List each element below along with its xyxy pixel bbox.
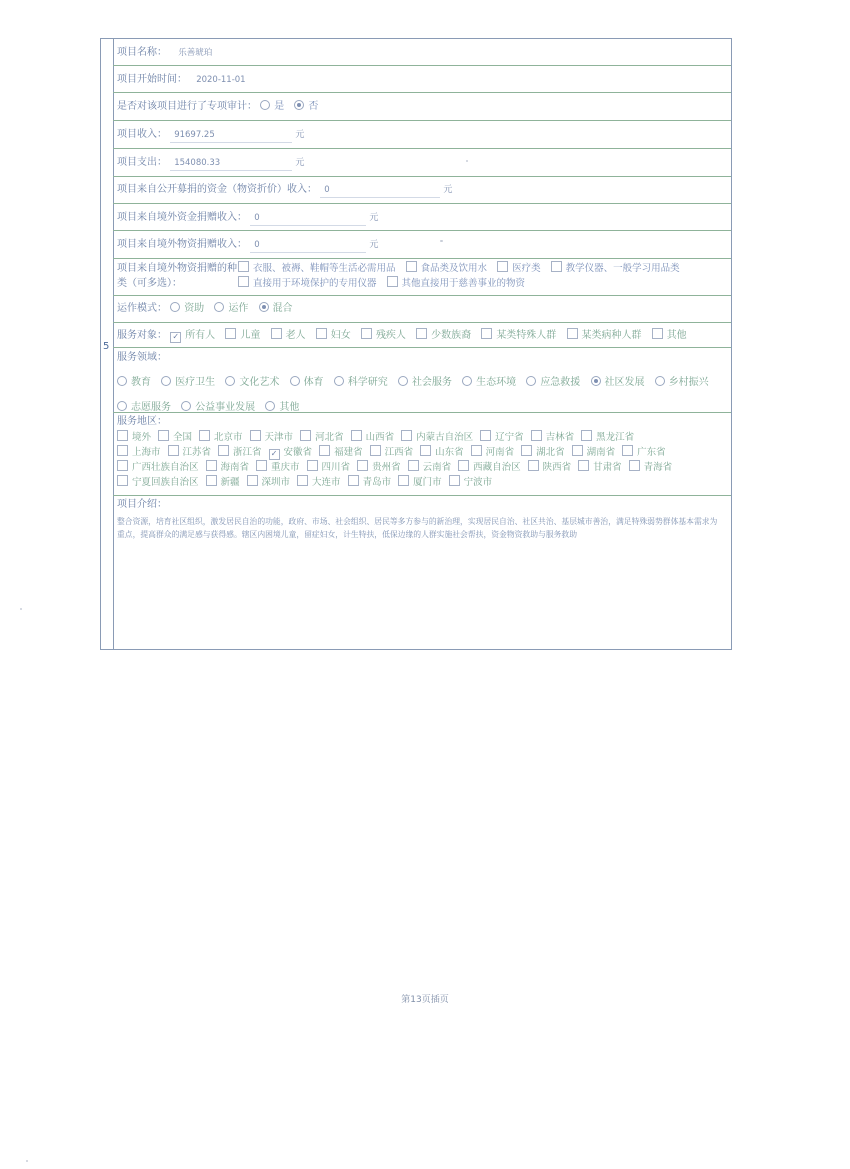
checkbox-icon	[206, 460, 217, 471]
checkbox-icon	[622, 445, 633, 456]
checkbox-icon	[481, 328, 492, 339]
service-target-option[interactable]: ✓ 所有人	[170, 329, 215, 343]
scan-speck	[466, 160, 468, 162]
radio-icon	[462, 376, 472, 386]
checkbox-icon	[449, 475, 460, 486]
region-option[interactable]: 湖南省	[572, 445, 616, 460]
goods-type-option[interactable]: 教学仪器、一般学习用品类	[551, 261, 680, 276]
checkbox-icon	[578, 460, 589, 471]
checkbox-icon	[551, 261, 562, 272]
service-field-option[interactable]: 体育	[290, 370, 324, 395]
goods-type-row	[113, 259, 731, 296]
checkbox-icon	[521, 445, 532, 456]
region-option[interactable]: 深圳市	[247, 475, 291, 490]
region-option[interactable]: 江西省	[370, 445, 414, 460]
radio-icon	[265, 401, 275, 411]
service-field-option[interactable]: 科学研究	[334, 370, 388, 395]
checkbox-icon	[271, 328, 282, 339]
service-region-label: 服务地区：	[117, 416, 167, 427]
project-form	[100, 38, 732, 650]
service-target-option[interactable]: 残疾人	[361, 328, 406, 343]
operation-option-mixed[interactable]: 混合	[259, 302, 293, 316]
service-field-option[interactable]: 生态环境	[462, 370, 516, 395]
region-option[interactable]: 大连市	[297, 475, 341, 490]
public-fund-input[interactable]: 0	[320, 183, 440, 198]
foreign-goods-unit: 元	[369, 240, 379, 250]
region-option[interactable]: 陕西省	[528, 460, 572, 475]
radio-icon	[214, 302, 224, 312]
service-target-option[interactable]: 其他	[652, 328, 687, 343]
service-field-option[interactable]: 其他	[265, 395, 299, 420]
row-number: 5	[103, 341, 110, 352]
checkbox-icon	[319, 445, 330, 456]
income-input[interactable]: 91697.25	[170, 128, 292, 143]
radio-icon	[655, 376, 665, 386]
service-field-option[interactable]: 社会服务	[398, 370, 452, 395]
region-option[interactable]: 全国	[158, 430, 192, 445]
region-options	[117, 430, 737, 490]
checkbox-checked-icon: ✓	[170, 332, 181, 343]
checkbox-icon	[458, 460, 469, 471]
intro-label: 项目介绍：	[117, 499, 167, 510]
audit-option-no[interactable]: 否	[294, 100, 318, 114]
goods-type-option[interactable]: 食品类及饮用水	[406, 261, 488, 276]
service-target-option[interactable]: 老人	[271, 328, 306, 343]
region-option[interactable]: 广西壮族自治区	[117, 460, 199, 475]
region-option[interactable]: 广东省	[622, 445, 666, 460]
public-fund-label: 项目来自公开募捐的资金（物资折价）收入：	[117, 184, 317, 195]
radio-icon	[170, 302, 180, 312]
checkbox-icon	[361, 328, 372, 339]
region-option[interactable]: 内蒙古自治区	[401, 430, 473, 445]
radio-icon	[526, 376, 536, 386]
operation-label: 运作模式：	[117, 303, 167, 314]
checkbox-icon	[199, 430, 210, 441]
region-option[interactable]: 江苏省	[168, 445, 212, 460]
radio-icon	[225, 376, 235, 386]
region-option[interactable]: 黑龙江省	[581, 430, 634, 445]
goods-type-option[interactable]: 直接用于环境保护的专用仪器	[238, 276, 377, 291]
checkbox-icon	[300, 430, 311, 441]
radio-icon	[290, 376, 300, 386]
service-target-option[interactable]: 少数族裔	[416, 328, 471, 343]
goods-type-option[interactable]: 其他直接用于慈善事业的物资	[387, 276, 526, 291]
region-option[interactable]: 福建省	[319, 445, 363, 460]
service-target-option[interactable]: 某类特殊人群	[481, 328, 556, 343]
service-field-row	[113, 348, 731, 413]
checkbox-icon	[416, 328, 427, 339]
region-option[interactable]: 天津市	[250, 430, 294, 445]
checkbox-icon	[117, 430, 128, 441]
region-option[interactable]: 河南省	[471, 445, 515, 460]
scan-speck	[20, 608, 22, 610]
service-target-label: 服务对象：	[117, 330, 167, 341]
checkbox-icon	[398, 475, 409, 486]
region-option[interactable]: 海南省	[206, 460, 250, 475]
region-option[interactable]: 境外	[117, 430, 151, 445]
checkbox-icon	[297, 475, 308, 486]
service-target-option[interactable]: 妇女	[316, 328, 351, 343]
expense-row	[113, 149, 731, 177]
checkbox-icon	[351, 430, 362, 441]
checkbox-icon	[238, 276, 249, 287]
checkbox-icon	[247, 475, 258, 486]
checkbox-icon	[531, 430, 542, 441]
radio-selected-icon	[591, 376, 601, 386]
region-option[interactable]: 甘肃省	[578, 460, 622, 475]
start-time-value[interactable]: 2020-11-01	[196, 75, 246, 85]
checkbox-icon	[316, 328, 327, 339]
checkbox-icon	[581, 430, 592, 441]
region-option[interactable]: 宁波市	[449, 475, 493, 490]
checkbox-icon	[307, 460, 318, 471]
service-field-option[interactable]: 教育	[117, 370, 151, 395]
region-option[interactable]: 贵州省	[357, 460, 401, 475]
service-field-label: 服务领域：	[117, 352, 167, 363]
start-time-label: 项目开始时间：	[117, 74, 187, 85]
foreign-goods-input[interactable]: 0	[250, 238, 366, 253]
radio-selected-icon	[259, 302, 269, 312]
checkbox-icon	[370, 445, 381, 456]
checkbox-icon	[420, 445, 431, 456]
expense-input[interactable]: 154080.33	[170, 156, 292, 171]
service-field-option[interactable]: 医疗卫生	[161, 370, 215, 395]
goods-type-option[interactable]: 衣服、被褥、鞋帽等生活必需用品	[238, 261, 396, 276]
checkbox-icon	[572, 445, 583, 456]
checkbox-icon	[256, 460, 267, 471]
foreign-fund-label: 项目来自境外资金捐赠收入：	[117, 212, 247, 223]
region-option[interactable]: 山东省	[420, 445, 464, 460]
foreign-goods-label: 项目来自境外物资捐赠收入：	[117, 239, 247, 250]
checkbox-icon	[168, 445, 179, 456]
checkbox-icon	[401, 430, 412, 441]
scan-speck	[26, 1160, 28, 1162]
region-option[interactable]: 宁夏回族自治区	[117, 475, 199, 490]
project-name-row	[113, 39, 731, 66]
intro-text: 整合资源，培育社区组织，激发居民自治的功能，政府、市场、社会组织、居民等多方参与的新治理，实现居民自治、社区共治、基层城市善治，满足特殊弱势群体基本需求为重点，提高群众的满足感与获得感。辖区内困境儿童，留症妇女，计生特扶，低保边缘的人群实施社会帮扶，资金物资救助与服务救助	[117, 517, 718, 539]
region-option[interactable]: 辽宁省	[480, 430, 524, 445]
region-option[interactable]: 浙江省	[218, 445, 262, 460]
checkbox-icon	[471, 445, 482, 456]
service-target-row	[113, 323, 731, 348]
checkbox-icon	[117, 445, 128, 456]
foreign-fund-row	[113, 204, 731, 231]
radio-icon	[260, 100, 270, 110]
checkbox-icon	[480, 430, 491, 441]
foreign-fund-input[interactable]: 0	[250, 211, 366, 226]
service-target-option[interactable]: 儿童	[225, 328, 260, 343]
checkbox-icon	[497, 261, 508, 272]
operation-option-fund[interactable]: 资助	[170, 302, 204, 316]
region-option[interactable]: 云南省	[408, 460, 452, 475]
goods-type-label: 项目来自境外物资捐赠的种 类（可多选）：	[117, 263, 237, 289]
page-footer: 第13页插页	[401, 995, 449, 1005]
region-option[interactable]: 上海市	[117, 445, 161, 460]
radio-selected-icon	[294, 100, 304, 110]
goods-type-options	[238, 261, 738, 291]
checkbox-icon	[117, 460, 128, 471]
service-field-option[interactable]: 乡村振兴	[655, 370, 709, 395]
checkbox-icon	[117, 475, 128, 486]
scan-speck	[440, 240, 443, 242]
checkbox-icon	[225, 328, 236, 339]
expense-unit: 元	[295, 158, 305, 168]
region-option[interactable]: 重庆市	[256, 460, 300, 475]
region-option[interactable]: 青岛市	[348, 475, 392, 490]
checkbox-icon	[158, 430, 169, 441]
audit-option-yes[interactable]: 是	[260, 100, 284, 114]
region-option[interactable]: 吉林省	[531, 430, 575, 445]
project-name-value[interactable]: 乐善琥珀	[178, 48, 213, 58]
service-field-option[interactable]: 志愿服务	[117, 395, 171, 420]
region-option[interactable]: 厦门市	[398, 475, 442, 490]
checkbox-icon	[528, 460, 539, 471]
audit-row	[113, 93, 731, 121]
region-option[interactable]: 青海省	[629, 460, 673, 475]
region-option[interactable]: ✓ 安徽省	[269, 445, 313, 460]
checkbox-icon	[567, 328, 578, 339]
service-region-row	[113, 413, 731, 496]
checkbox-checked-icon: ✓	[269, 449, 280, 460]
radio-icon	[161, 376, 171, 386]
audit-label: 是否对该项目进行了专项审计：	[117, 101, 257, 112]
region-option[interactable]: 四川省	[307, 460, 351, 475]
start-time-row	[113, 66, 731, 93]
service-field-option[interactable]: 文化艺术	[225, 370, 279, 395]
radio-icon	[181, 401, 191, 411]
checkbox-icon	[406, 261, 417, 272]
region-option[interactable]: 湖北省	[521, 445, 565, 460]
expense-label: 项目支出：	[117, 157, 167, 168]
project-name-label: 项目名称：	[117, 47, 167, 58]
region-option[interactable]: 新疆	[206, 475, 240, 490]
checkbox-icon	[218, 445, 229, 456]
foreign-goods-row	[113, 231, 731, 259]
service-field-option[interactable]: 公益事业发展	[181, 395, 255, 420]
checkbox-icon	[238, 261, 249, 272]
radio-icon	[117, 401, 127, 411]
radio-icon	[334, 376, 344, 386]
radio-icon	[398, 376, 408, 386]
checkbox-icon	[206, 475, 217, 486]
operation-row	[113, 296, 731, 323]
service-target-option[interactable]: 某类病种人群	[567, 328, 642, 343]
public-fund-row	[113, 177, 731, 204]
checkbox-icon	[652, 328, 663, 339]
service-field-option[interactable]: 社区发展	[591, 370, 645, 395]
service-field-option[interactable]: 应急救援	[526, 370, 580, 395]
goods-type-option[interactable]: 医疗类	[497, 261, 541, 276]
operation-option-operate[interactable]: 运作	[214, 302, 248, 316]
public-fund-unit: 元	[443, 185, 453, 195]
region-option[interactable]: 北京市	[199, 430, 243, 445]
income-label: 项目收入：	[117, 129, 167, 140]
checkbox-icon	[629, 460, 640, 471]
checkbox-icon	[348, 475, 359, 486]
checkbox-icon	[408, 460, 419, 471]
region-option[interactable]: 西藏自治区	[458, 460, 521, 475]
region-option[interactable]: 河北省	[300, 430, 344, 445]
region-option[interactable]: 山西省	[351, 430, 395, 445]
radio-icon	[117, 376, 127, 386]
income-row	[113, 121, 731, 149]
checkbox-icon	[357, 460, 368, 471]
checkbox-icon	[250, 430, 261, 441]
foreign-fund-unit: 元	[369, 213, 379, 223]
checkbox-icon	[387, 276, 398, 287]
income-unit: 元	[295, 130, 305, 140]
